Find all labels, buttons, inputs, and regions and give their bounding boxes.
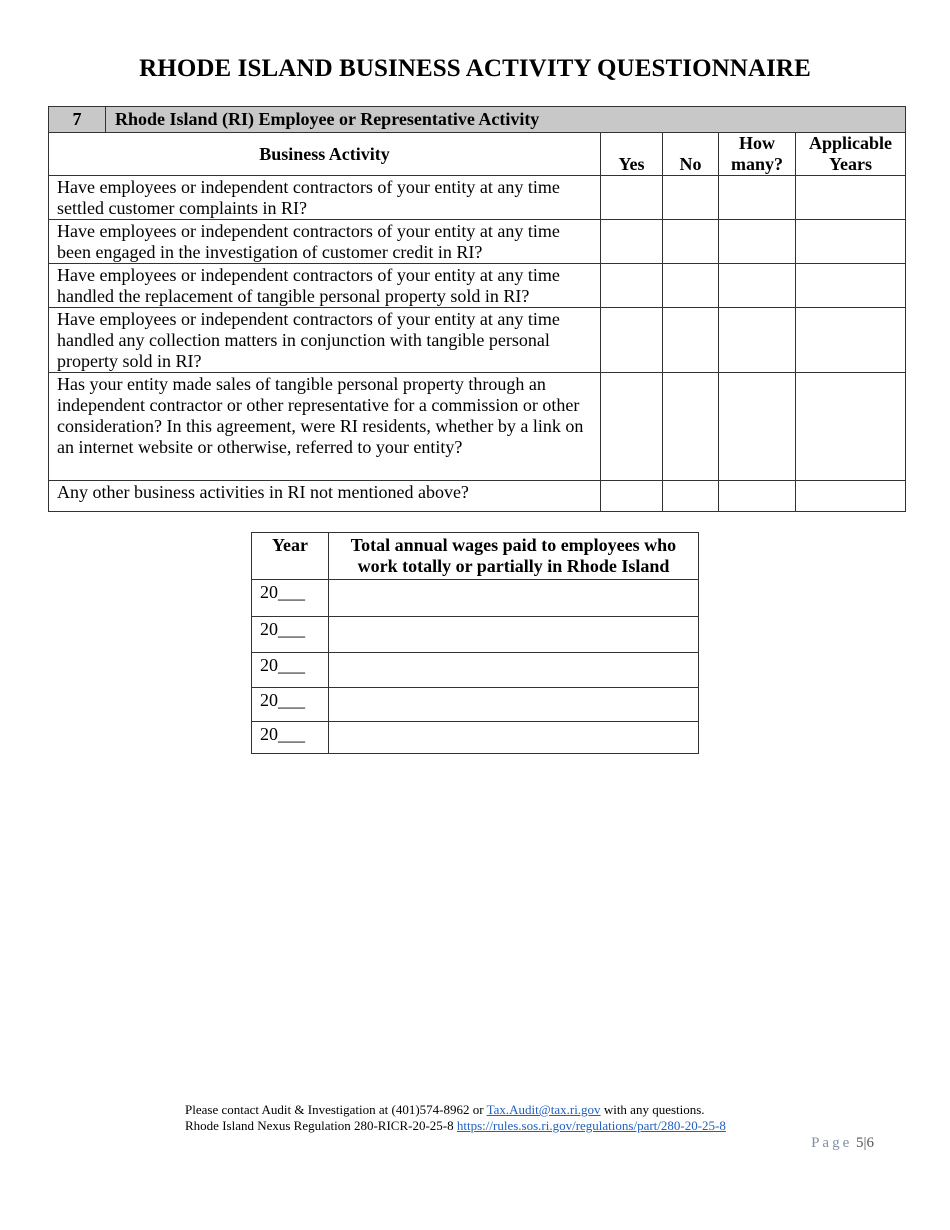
wages-row [252, 722, 699, 754]
question-text: Any other business activities in RI not mentioned above? [49, 481, 601, 512]
how-many-cell[interactable] [719, 308, 796, 373]
applicable-years-cell[interactable] [796, 220, 906, 264]
question-text: Have employees or independent contractors of your entity at any time settled customer complaints in RI? [49, 176, 601, 220]
page-current: 5 [855, 1135, 864, 1151]
col-year: Year [252, 533, 329, 580]
wages-row [252, 617, 699, 653]
applicable-years-cell[interactable] [796, 264, 906, 308]
col-how-many: How many? [719, 133, 796, 176]
page-number [811, 1135, 874, 1152]
wages-cell[interactable] [329, 580, 699, 617]
col-business-activity: Business Activity [49, 133, 601, 176]
applicable-years-cell[interactable] [796, 373, 906, 481]
question-row [49, 373, 906, 481]
how-many-cell[interactable] [719, 220, 796, 264]
question-row [49, 481, 906, 512]
no-cell[interactable] [663, 220, 719, 264]
regulation-link[interactable]: https://rules.sos.ri.gov/regulations/part/280-20-25-8 [456, 1118, 726, 1133]
wages-row [252, 580, 699, 617]
no-cell[interactable] [663, 308, 719, 373]
applicable-years-cell[interactable] [796, 308, 906, 373]
contact-text: Please contact Audit & Investigation at (401)574-8962 or [185, 1102, 487, 1117]
col-no: No [663, 133, 719, 176]
no-cell[interactable] [663, 176, 719, 220]
question-text: Have employees or independent contractors of your entity at any time handled the replacement of tangible personal property sold in RI? [49, 264, 601, 308]
email-link[interactable]: Tax.Audit@tax.ri.gov [486, 1102, 601, 1117]
contact-suffix: with any questions. [600, 1102, 705, 1117]
no-cell[interactable] [663, 481, 719, 512]
footer [185, 1102, 726, 1134]
applicable-years-cell[interactable] [796, 176, 906, 220]
yes-cell[interactable] [601, 308, 663, 373]
section-number: 7 [49, 107, 106, 133]
col-applicable-years: Applicable Years [796, 133, 906, 176]
question-text: Has your entity made sales of tangible personal property through an independent contractor or other representative for a commission or other consideration? In this agreement, were RI residents, whether by a link on an internet website or otherwise, referred to your entity? [49, 373, 601, 481]
regulation-line [185, 1118, 726, 1134]
yes-cell[interactable] [601, 220, 663, 264]
yes-cell[interactable] [601, 176, 663, 220]
yes-cell[interactable] [601, 373, 663, 481]
year-cell[interactable]: 20___ [252, 580, 329, 617]
yes-cell[interactable] [601, 481, 663, 512]
question-row [49, 308, 906, 373]
wages-cell[interactable] [329, 722, 699, 754]
year-cell[interactable]: 20___ [252, 653, 329, 688]
wages-cell[interactable] [329, 617, 699, 653]
yes-cell[interactable] [601, 264, 663, 308]
section-header-row [49, 107, 906, 133]
question-row [49, 264, 906, 308]
no-cell[interactable] [663, 373, 719, 481]
wages-table [251, 532, 699, 754]
wages-row [252, 653, 699, 688]
how-many-cell[interactable] [719, 176, 796, 220]
col-total-wages: Total annual wages paid to employees who work totally or partially in Rhode Island [329, 533, 699, 580]
question-row [49, 176, 906, 220]
year-cell[interactable]: 20___ [252, 722, 329, 754]
applicable-years-cell[interactable] [796, 481, 906, 512]
question-row [49, 220, 906, 264]
column-header-row [49, 133, 906, 176]
page-total: 6 [866, 1135, 874, 1151]
col-yes: Yes [601, 133, 663, 176]
page-separator: | [863, 1135, 867, 1151]
page-title: RHODE ISLAND BUSINESS ACTIVITY QUESTIONNAIRE [139, 55, 811, 82]
page-label: Page [811, 1135, 853, 1151]
how-many-cell[interactable] [719, 481, 796, 512]
section-title: Rhode Island (RI) Employee or Representative Activity [106, 107, 906, 133]
wages-header-row [252, 533, 699, 580]
wages-cell[interactable] [329, 653, 699, 688]
question-text: Have employees or independent contractors of your entity at any time handled any collection matters in conjunction with tangible personal property sold in RI? [49, 308, 601, 373]
wages-row [252, 688, 699, 722]
wages-cell[interactable] [329, 688, 699, 722]
year-cell[interactable]: 20___ [252, 688, 329, 722]
question-text: Have employees or independent contractors of your entity at any time been engaged in the investigation of customer credit in RI? [49, 220, 601, 264]
year-cell[interactable]: 20___ [252, 617, 329, 653]
how-many-cell[interactable] [719, 264, 796, 308]
no-cell[interactable] [663, 264, 719, 308]
how-many-cell[interactable] [719, 373, 796, 481]
contact-line [185, 1102, 726, 1118]
business-activity-table [48, 106, 906, 512]
regulation-text: Rhode Island Nexus Regulation 280-RICR-20-25-8 [185, 1118, 457, 1133]
